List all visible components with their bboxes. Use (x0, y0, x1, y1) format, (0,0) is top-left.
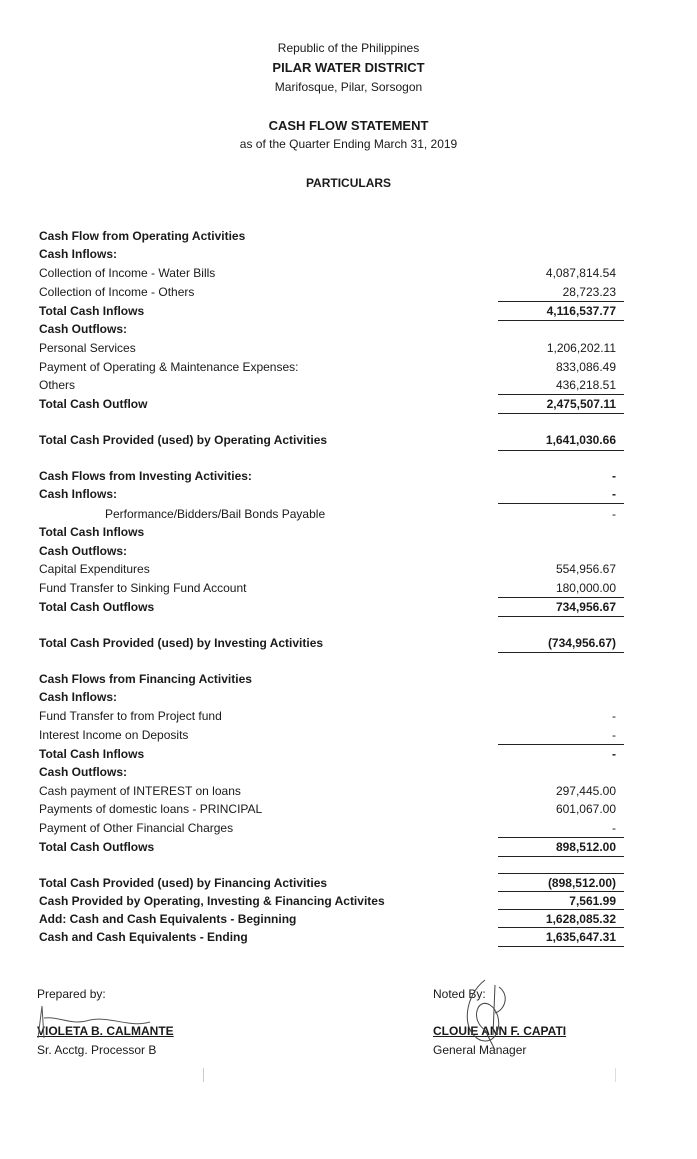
row-amount: 1,628,085.32 (545, 912, 616, 926)
row-label: Cash Outflows: (39, 322, 128, 336)
row-amount: - (612, 821, 616, 835)
row-amount: (898,512.00) (547, 876, 616, 890)
row-label: Cash and Cash Equivalents - Ending (39, 930, 248, 944)
row-label: Total Cash Outflow (39, 397, 148, 411)
row-amount: - (612, 728, 616, 742)
amount-rule (498, 873, 624, 874)
table-row (39, 802, 624, 820)
row-amount: 2,475,507.11 (546, 397, 616, 411)
statement-title: CASH FLOW STATEMENT (268, 118, 429, 133)
row-label: Total Cash Inflows (39, 525, 145, 539)
row-label: Cash Flows from Investing Activities: (39, 469, 252, 483)
row-label: Cash Flows from Financing Activities (39, 672, 252, 686)
table-row (39, 507, 624, 525)
row-label: Cash payment of INTEREST on loans (39, 784, 241, 798)
row-label: Cash Inflows: (39, 487, 118, 501)
row-amount: 1,641,030.66 (545, 433, 616, 447)
row-amount: - (612, 487, 616, 501)
noted-by-label: Noted By: (433, 987, 486, 1001)
table-row (39, 247, 624, 265)
amount-rule (498, 909, 624, 910)
noter-signature (455, 975, 525, 1055)
amount-rule (498, 946, 624, 947)
preparer-signature (30, 998, 180, 1048)
row-amount: 180,000.00 (555, 581, 616, 595)
row-label: Cash Flow from Operating Activities (39, 229, 246, 243)
row-label: Total Cash Outflows (39, 840, 155, 854)
row-amount: 898,512.00 (555, 840, 616, 854)
column-header: PARTICULARS (305, 176, 392, 190)
table-row (39, 709, 624, 727)
noter-title: General Manager (433, 1043, 527, 1057)
row-amount: - (612, 747, 616, 761)
table-row (39, 433, 624, 451)
table-row (39, 562, 624, 580)
row-label: Total Cash Provided (used) by Operating Activities (39, 433, 328, 447)
row-label: Capital Expenditures (39, 562, 150, 576)
amount-rule (498, 503, 624, 504)
row-label: Payments of domestic loans - PRINCIPAL (39, 802, 263, 816)
row-amount: - (612, 469, 616, 483)
row-label: Total Cash Provided (used) by Investing Activities (39, 636, 324, 650)
row-amount: 7,561.99 (569, 894, 616, 908)
scan-mark (203, 1068, 204, 1082)
amount-rule (498, 394, 624, 395)
preparer-title: Sr. Acctg. Processor B (37, 1043, 157, 1057)
row-amount: 4,087,814.54 (545, 266, 616, 280)
row-label: Cash Outflows: (39, 765, 128, 779)
row-label: Add: Cash and Cash Equivalents - Beginning (39, 912, 297, 926)
row-label: Payment of Other Financial Charges (39, 821, 234, 835)
amount-rule (498, 891, 624, 892)
amount-rule (498, 744, 624, 745)
table-row (39, 765, 624, 783)
district-name: PILAR WATER DISTRICT (272, 60, 425, 75)
row-label: Others (39, 378, 76, 392)
table-row (39, 544, 624, 562)
row-label: Cash Inflows: (39, 690, 118, 704)
scan-mark (615, 1068, 616, 1082)
row-amount: - (612, 709, 616, 723)
row-label: Total Cash Inflows (39, 747, 145, 761)
row-label: Cash Outflows: (39, 544, 128, 558)
table-row (39, 229, 624, 247)
statement-period: as of the Quarter Ending March 31, 2019 (239, 137, 458, 151)
row-label: Collection of Income - Others (39, 285, 195, 299)
row-label: Performance/Bidders/Bail Bonds Payable (105, 507, 326, 521)
row-label: Interest Income on Deposits (39, 728, 189, 742)
row-amount: (734,956.67) (547, 636, 616, 650)
row-amount: 734,956.67 (555, 600, 616, 614)
row-amount: 297,445.00 (555, 784, 616, 798)
table-row (39, 322, 624, 340)
table-row (39, 266, 624, 284)
row-amount: 436,218.51 (555, 378, 616, 392)
table-row (39, 784, 624, 802)
table-row (39, 360, 624, 378)
table-row (39, 747, 624, 765)
row-label: Fund Transfer to from Project fund (39, 709, 222, 723)
prepared-by-label: Prepared by: (37, 987, 106, 1001)
amount-rule (498, 413, 624, 414)
table-row (39, 672, 624, 690)
amount-rule (498, 652, 624, 653)
amount-rule (498, 927, 624, 928)
row-label: Cash Inflows: (39, 247, 118, 261)
row-label: Total Cash Inflows (39, 304, 145, 318)
row-amount: 833,086.49 (555, 360, 616, 374)
table-row (39, 690, 624, 708)
row-label: Payment of Operating & Maintenance Expenses: (39, 360, 299, 374)
noter-name: CLOUIE ANN F. CAPATI (433, 1024, 567, 1038)
table-row (39, 341, 624, 359)
row-amount: 1,635,647.31 (545, 930, 616, 944)
republic-line: Republic of the Philippines (277, 41, 420, 55)
district-address: Marifosque, Pilar, Sorsogon (274, 80, 423, 94)
table-row (39, 469, 624, 487)
row-amount: 601,067.00 (555, 802, 616, 816)
row-label: Total Cash Outflows (39, 600, 155, 614)
amount-rule (498, 837, 624, 838)
row-label: Total Cash Provided (used) by Financing Activities (39, 876, 328, 890)
row-label: Cash Provided by Operating, Investing & Financing Activites (39, 894, 385, 908)
row-amount: - (612, 507, 616, 521)
row-amount: 554,956.67 (555, 562, 616, 576)
row-amount: 28,723.23 (562, 285, 616, 299)
amount-rule (498, 320, 624, 321)
amount-rule (498, 597, 624, 598)
amount-rule (498, 616, 624, 617)
amount-rule (498, 301, 624, 302)
row-label: Collection of Income - Water Bills (39, 266, 216, 280)
row-label: Fund Transfer to Sinking Fund Account (39, 581, 247, 595)
row-amount: 4,116,537.77 (546, 304, 616, 318)
amount-rule (498, 450, 624, 451)
row-label: Personal Services (39, 341, 136, 355)
preparer-name: VIOLETA B. CALMANTE (37, 1024, 174, 1038)
row-amount: 1,206,202.11 (546, 341, 616, 355)
amount-rule (498, 856, 624, 857)
table-row (39, 525, 624, 543)
